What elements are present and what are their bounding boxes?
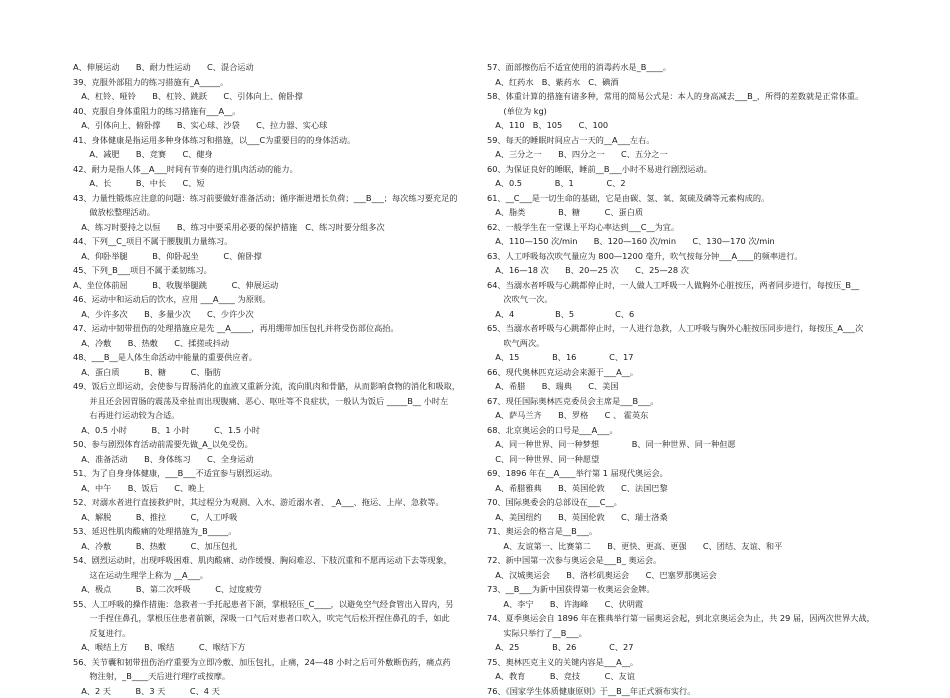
left-line: A、解脱 B、推拉 C，人工呼吸 xyxy=(73,510,483,525)
right-line: A、110 B、105 C、100 xyxy=(487,118,887,133)
left-line: A、极点 B、第二次呼吸 C、过度疲劳 xyxy=(73,582,483,597)
left-line: A、中午 B、饭后 C、晚上 xyxy=(73,481,483,496)
left-line: 47、运动中韧带扭伤的处理措施应是先 __A_____，再用绷带加压包扎并将受伤部位高抬。 xyxy=(73,321,483,336)
right-line: A、15 B、16 C、17 xyxy=(487,350,887,365)
right-line: 65、当溺水者呼吸与心跳都停止时，一人进行急救，人工呼吸与胸外心脏按压同步进行，每按压_A___次 xyxy=(487,321,887,336)
left-line: A、长 B、中长 C、短 xyxy=(73,176,483,191)
right-line: 次吹气一次。 xyxy=(487,292,887,307)
right-line: 75、奥林匹克主义的关键内容是___A__。 xyxy=(487,655,887,670)
right-line: A、希腊 B、瑞典 C、美国 xyxy=(487,379,887,394)
right-line: 64、当溺水者呼吸与心跳都停止时，一人做人工呼吸一人做胸外心脏按压，两者同步进行，每按压_B__ xyxy=(487,278,887,293)
right-line: 68、北京奥运会的口号是___A___。 xyxy=(487,423,887,438)
right-line: 66、现代奥林匹克运动会来源于___A__。 xyxy=(487,365,887,380)
left-line: A、冷敷 B、热敷 C、揉搓或抖动 xyxy=(73,336,483,351)
left-line: A、仰卧举腿 B、仰卧起坐 C、俯卧撑 xyxy=(73,249,483,264)
left-line: 53、延迟性肌肉酸痛的处理措施为_B_____。 xyxy=(73,524,483,539)
left-line: 39、克服外部阻力的练习措施有_A_____。 xyxy=(73,75,483,90)
left-line: A、冷敷 B、热敷 C、加压包扎 xyxy=(73,539,483,554)
right-line: C、同一种世界、同一种愿望 xyxy=(487,452,887,467)
right-line: 71、奥运会的格言是__B___。 xyxy=(487,524,887,539)
left-line: 42、耐力是指人体__A___时间有节奏的进行肌肉活动的能力。 xyxy=(73,162,483,177)
left-line: 51、为了自身身体健康，___B___不适宜参与剧烈运动。 xyxy=(73,466,483,481)
left-line: A、蛋白质 B、糖 C、脂肪 xyxy=(73,365,483,380)
left-line: 49、饭后立即运动，会使参与胃肠消化的血液又重新分流，流向肌肉和骨骼，从而影响食物的消化和吸取， xyxy=(73,379,483,394)
left-line: A、练习时要持之以恒 B、练习中要采用必要的保护措施 C、练习时要分组多次 xyxy=(73,220,483,235)
left-line: A、少许多次 B、多量少次 C、少许少次 xyxy=(73,307,483,322)
left-line: 右再进行运动较为合适。 xyxy=(73,408,483,423)
right-line: 吹气两次。 xyxy=(487,336,887,351)
left-line: 50、参与剧烈体育活动前需要先做_A_以免受伤。 xyxy=(73,437,483,452)
right-line: A、汉城奥运会 B、洛杉矶奥运会 C、巴塞罗那奥运会 xyxy=(487,568,887,583)
left-line: A、减肥 B、竞赛 C、健身 xyxy=(73,147,483,162)
right-line: A、希腊雅典 B、英国伦敦 C、法国巴黎 xyxy=(487,481,887,496)
right-line: 60、为保证良好的睡眠，睡前__B___小时不易进行剧烈运动。 xyxy=(487,162,887,177)
right-line: 62、一般学生在一堂课上平均心率达到___C__为宜。 xyxy=(487,220,887,235)
left-line: 40、克服自身体重阻力的练习措施有___A__。 xyxy=(73,104,483,119)
right-line: 63、人工呼吸每次吹气量应为 800—1200 毫升，吹气按每分钟___A____的频率进行。 xyxy=(487,249,887,264)
left-column xyxy=(73,60,483,698)
left-line: 物注射，_B____天后进行理疗或按摩。 xyxy=(73,669,483,684)
left-line: 46、运动中和运动后的饮水，应用 ___A____ 为原则。 xyxy=(73,292,483,307)
left-line: 并且还会因胃肠的震荡及牵扯而出现腹痛、恶心、呕吐等不良症状，一般认为饭后 _____B__ 小时左 xyxy=(73,394,483,409)
right-line: A、美国纽约 B、英国伦敦 C、瑞士洛桑 xyxy=(487,510,887,525)
right-line: 74、夏季奥运会自 1896 年在雅典举行第一届奥运会起，到北京奥运会为止，共 29 届，因两次世界大战， xyxy=(487,611,887,626)
right-line: A、16—18 次 B、20—25 次 C、25—28 次 xyxy=(487,263,887,278)
right-line: 69、1896 年在__A____举行第 1 届现代奥运会。 xyxy=(487,466,887,481)
right-line: (单位为 kg) xyxy=(487,104,887,119)
right-line: A、25 B、26 C、27 xyxy=(487,640,887,655)
right-line: A、友谊第一、比赛第二 B、更快、更高、更强 C、团结、友谊、和平 xyxy=(487,539,887,554)
right-line: A、脂类 B、糖 C、蛋白质 xyxy=(487,205,887,220)
right-line: 61、__C___是一切生命的基础，它是由碳、氢、氧、氮硫及磷等元素构成的。 xyxy=(487,191,887,206)
right-line: A、0.5 B、1 C、2 xyxy=(487,176,887,191)
right-line: A、4 B、5 C、6 xyxy=(487,307,887,322)
left-line: 52、对溺水者进行直接救护时，其过程分为观测、入水、游近溺水者、 _A___、拖运、上岸、急救等。 xyxy=(73,495,483,510)
left-line: 做放松整理活动。 xyxy=(73,205,483,220)
left-line: A、0.5 小时 B、1 小时 C、1.5 小时 xyxy=(73,423,483,438)
right-line: 76、《国家学生体质健康原则》于__B__年正式颁布实行。 xyxy=(487,684,887,698)
right-line: A、红药水 B、紫药水 C、碘酒 xyxy=(487,75,887,90)
right-line: A、萨马兰齐 B、罗格 C 、 霍英东 xyxy=(487,408,887,423)
right-line: 72、新中国第一次参与奥运会是___B_ 奥运会。 xyxy=(487,553,887,568)
left-line: A、准备活动 B、身体练习 C、全身运动 xyxy=(73,452,483,467)
left-line: A、杠铃、哑铃 B、杠铃、跳跃 C、引体向上、俯卧撑 xyxy=(73,89,483,104)
right-line: 73、__B___为新中国获得第一枚奥运会金牌。 xyxy=(487,582,887,597)
left-line: 41、身体健康是指运用多种身体练习和措施，以___C为重要目的的身体活动。 xyxy=(73,133,483,148)
left-line: 一手捏住鼻孔，掌根压住患者前额，深吸一口气后对患者口吹入，吹完气后松开捏住鼻孔的手，如此 xyxy=(73,611,483,626)
right-line: 实际只举行了__B___。 xyxy=(487,626,887,641)
right-line: A、同一种世界、同一种梦想 B、同一种世界、同一种但愿 xyxy=(487,437,887,452)
left-line: 56、关节囊和韧带扭伤治疗重要为立即冷敷、加压包扎，止痛，24—48 小时之后可外敷断伤药，痛点药 xyxy=(73,655,483,670)
left-line: A、2 天 B、3 天 C、4 天 xyxy=(73,684,483,698)
left-line: 48、___B__是人体生命活动中能量的重要供应者。 xyxy=(73,350,483,365)
right-line: A、李宁 B、许海峰 C、伏明霞 xyxy=(487,597,887,612)
left-line: 45、下列_B___项目不属于柔韧练习。 xyxy=(73,263,483,278)
right-line: 59、每天的睡眠时间应占一天的__A___左右。 xyxy=(487,133,887,148)
left-line: A、喉结上方 B、喉结 C、喉结下方 xyxy=(73,640,483,655)
left-line: 55、人工呼吸的操作措施：急救者一手托起患者下颌，掌根轻压_C____，以避免空气经食管出入胃内，另 xyxy=(73,597,483,612)
right-line: 70、国际奥委会的总部设在___C__。 xyxy=(487,495,887,510)
left-line: 44、下列__C_项目不属于腰腹肌力量练习。 xyxy=(73,234,483,249)
left-line: A、引体向上、俯卧撑 B、实心球、沙袋 C、拉力器、实心球 xyxy=(73,118,483,133)
right-column xyxy=(487,60,887,698)
right-line: 67、现任国际奥林匹克委员会主席是___B___。 xyxy=(487,394,887,409)
left-line: 反复进行。 xyxy=(73,626,483,641)
right-line: 58、体重计算的措施有诸多种，常用的简易公式是：本人的身高减去___B_，所得的差数就是正常体重。 xyxy=(487,89,887,104)
left-line: 54、剧烈运动时，出现呼吸困难、肌肉酸痛、动作缓慢、胸闷难忍、下肢沉重和不愿再运动下去等现象， xyxy=(73,553,483,568)
left-line: 这在运动生理学上称为 __A___。 xyxy=(73,568,483,583)
right-line: A、教育 B、竞技 C、友谊 xyxy=(487,669,887,684)
right-line: A、110—150 次/min B、120—160 次/min C、130—170 次/min xyxy=(487,234,887,249)
left-line: A、伸展运动 B、耐力性运动 C、混合运动 xyxy=(73,60,483,75)
left-line: A、坐位体前屈 B、收腹举腿跳 C、伸展运动 xyxy=(73,278,483,293)
right-line: A、三分之一 B、四分之一 C、五分之一 xyxy=(487,147,887,162)
right-line: 57、面部擦伤后不适宜使用的消毒药水是_B____。 xyxy=(487,60,887,75)
left-line: 43、力量性锻炼应注意的问题：练习前要做好准备活动；循序渐进增长负荷；___B___；每次练习要充足的 xyxy=(73,191,483,206)
